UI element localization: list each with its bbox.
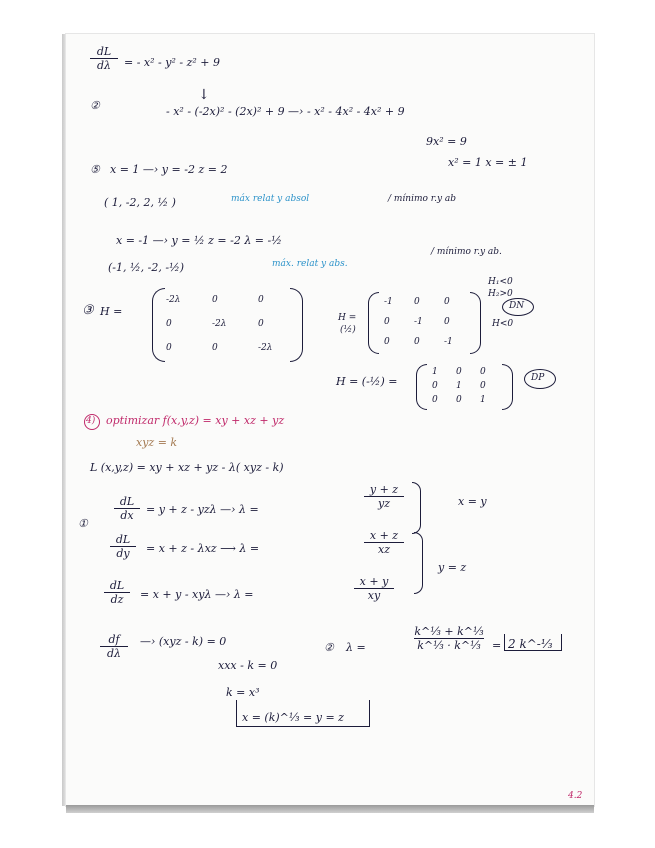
lambda1-fraction bbox=[364, 484, 404, 509]
H-cell: -2λ bbox=[258, 343, 273, 353]
point1: ( 1, -2, 2, ½ ) bbox=[104, 196, 176, 209]
Hneg-cell: 1 bbox=[480, 395, 486, 405]
dLdy-num: dL bbox=[115, 533, 131, 546]
x-equals-y: x = y bbox=[458, 495, 487, 508]
arrow-down-icon: ↓ bbox=[198, 87, 210, 103]
lambda-final-num: k^⅓ + k^⅓ bbox=[414, 625, 484, 638]
Hhalf-label-top: H = bbox=[338, 313, 357, 323]
Hneg-label: H = (-½) = bbox=[336, 375, 398, 388]
Hhalf-cell: 0 bbox=[384, 337, 390, 347]
problem-statement: optimizar f(x,y,z) = xy + xz + yz bbox=[106, 414, 285, 427]
dLdx-fraction bbox=[114, 496, 140, 521]
lambda1-den: yz bbox=[377, 497, 390, 510]
lambda2-fraction bbox=[364, 530, 404, 555]
dLdy-rhs: = x + z - λxz ⟶ λ = bbox=[146, 542, 260, 555]
DP-label: DP bbox=[531, 373, 545, 383]
lambda2-den: xz bbox=[378, 543, 390, 556]
H-cell: 0 bbox=[212, 343, 218, 353]
y-equals-z: y = z bbox=[438, 561, 467, 574]
substitution-line: - x² - (-2x)² - (2x)² + 9 —› - x² - 4x² - 4x² + 9 bbox=[166, 105, 405, 118]
Hhalf-label-bottom: (½) bbox=[340, 325, 356, 335]
dLdl-num: dL bbox=[96, 45, 112, 58]
Hneg-cell: 1 bbox=[456, 381, 462, 391]
Hhalf-cell: 0 bbox=[414, 337, 420, 347]
page-number: 4.2 bbox=[568, 791, 583, 801]
dLdz-fraction bbox=[104, 580, 130, 605]
Hhalf-cell: 0 bbox=[444, 317, 450, 327]
H-cell: 0 bbox=[258, 319, 264, 329]
dLdx-den: dx bbox=[120, 509, 134, 522]
df-rhs: —› (xyz - k) = 0 bbox=[140, 635, 227, 648]
lagrangian: L (x,y,z) = xy + xz + yz - λ( xyz - k) bbox=[90, 461, 284, 474]
point1-note-black: / mínimo r.y ab bbox=[388, 194, 457, 204]
dLdl-den: dλ bbox=[96, 59, 111, 72]
df-den: dλ bbox=[106, 647, 121, 660]
step2-marker: ② bbox=[90, 99, 100, 112]
Hneg-cell: 0 bbox=[456, 367, 462, 377]
H-cell: -2λ bbox=[212, 319, 227, 329]
cond-H2: H₂>0 bbox=[488, 289, 513, 299]
dLdl-fraction bbox=[90, 46, 118, 71]
brace-2 bbox=[414, 532, 423, 594]
df-fraction bbox=[100, 634, 128, 659]
dLdl-rhs: = - x² - y² - z² + 9 bbox=[124, 56, 220, 69]
H-label: H = bbox=[100, 305, 123, 318]
x-result-box bbox=[236, 700, 370, 727]
step2b-marker: ② bbox=[324, 641, 334, 654]
H-cell: 0 bbox=[166, 343, 172, 353]
Hhalf-cell: -1 bbox=[414, 317, 423, 327]
point2-note-black: / mínimo r.y ab. bbox=[431, 247, 502, 257]
point2: (-1, ½, -2, -½) bbox=[108, 261, 185, 274]
lambda-final-fraction bbox=[414, 626, 484, 651]
Hneg-bracket-left bbox=[416, 364, 427, 410]
H-bracket-right bbox=[290, 288, 303, 362]
x2-solution: x² = 1 x = ± 1 bbox=[448, 156, 528, 169]
dLdz-rhs: = x + y - xyλ —› λ = bbox=[140, 588, 254, 601]
dLdy-fraction bbox=[110, 534, 136, 559]
paper-bottom-edge bbox=[66, 805, 594, 813]
case2-line: x = -1 —› y = ½ z = -2 λ = -½ bbox=[116, 234, 282, 247]
x-result: x = (k)^⅓ = y = z bbox=[242, 711, 344, 724]
cond-H: H<0 bbox=[492, 319, 514, 329]
lambda3-fraction bbox=[354, 576, 394, 601]
dLdx-num: dL bbox=[119, 495, 135, 508]
k-line: k = x³ bbox=[226, 686, 260, 699]
H-bracket-left bbox=[152, 288, 165, 362]
xxx-line: xxx - k = 0 bbox=[218, 659, 278, 672]
Hneg-cell: 0 bbox=[432, 381, 438, 391]
df-num: df bbox=[108, 633, 120, 646]
step5-marker: ⑤ bbox=[90, 163, 100, 176]
point2-note-blue: máx. relat y abs. bbox=[272, 259, 348, 269]
DN-label: DN bbox=[509, 301, 525, 311]
Hneg-bracket-right bbox=[502, 364, 513, 410]
Hhalf-cell: -1 bbox=[384, 297, 393, 307]
eq-9x2: 9x² = 9 bbox=[426, 135, 467, 148]
point1-note-blue: máx relat y absol bbox=[231, 194, 310, 204]
case1-line: x = 1 —› y = -2 z = 2 bbox=[110, 163, 228, 176]
dLdx-rhs: = y + z - yzλ —› λ = bbox=[146, 503, 259, 516]
lambda2-num: x + z bbox=[369, 529, 399, 542]
Hneg-cell: 0 bbox=[456, 395, 462, 405]
Hhalf-cell: 0 bbox=[444, 297, 450, 307]
dLdz-den: dz bbox=[110, 593, 124, 606]
Hneg-cell: 0 bbox=[432, 395, 438, 405]
lambda3-den: xy bbox=[367, 589, 381, 602]
Hneg-cell: 0 bbox=[480, 367, 486, 377]
H-cell: -2λ bbox=[166, 295, 181, 305]
cond-H1: H₁<0 bbox=[488, 277, 513, 287]
lambda-result-box bbox=[504, 634, 562, 651]
Hhalf-cell: 0 bbox=[384, 317, 390, 327]
constraint: xyz = k bbox=[136, 436, 178, 449]
Hhalf-bracket-left bbox=[368, 292, 379, 354]
step3-marker: ③ bbox=[82, 303, 94, 318]
dLdy-den: dy bbox=[116, 547, 130, 560]
Hhalf-bracket-right bbox=[470, 292, 481, 354]
H-cell: 0 bbox=[212, 295, 218, 305]
dLdz-num: dL bbox=[109, 579, 125, 592]
lambda-final-den: k^⅓ · k^⅓ bbox=[417, 639, 481, 652]
lambda1-num: y + z bbox=[369, 483, 399, 496]
Hneg-cell: 1 bbox=[432, 367, 438, 377]
lambda-final-lhs: λ = bbox=[346, 641, 366, 654]
Hhalf-cell: -1 bbox=[444, 337, 453, 347]
Hhalf-cell: 0 bbox=[414, 297, 420, 307]
lambda3-num: x + y bbox=[359, 575, 389, 588]
brace-1 bbox=[412, 482, 421, 534]
notebook-page bbox=[66, 34, 594, 806]
lambda-final-result: 2 k^-⅓ bbox=[508, 637, 553, 651]
lambda-final-equals: = bbox=[492, 639, 502, 652]
H-cell: 0 bbox=[166, 319, 172, 329]
problem-marker: 4) bbox=[86, 416, 96, 426]
H-cell: 0 bbox=[258, 295, 264, 305]
Hneg-cell: 0 bbox=[480, 381, 486, 391]
step1-marker: ① bbox=[78, 517, 88, 530]
